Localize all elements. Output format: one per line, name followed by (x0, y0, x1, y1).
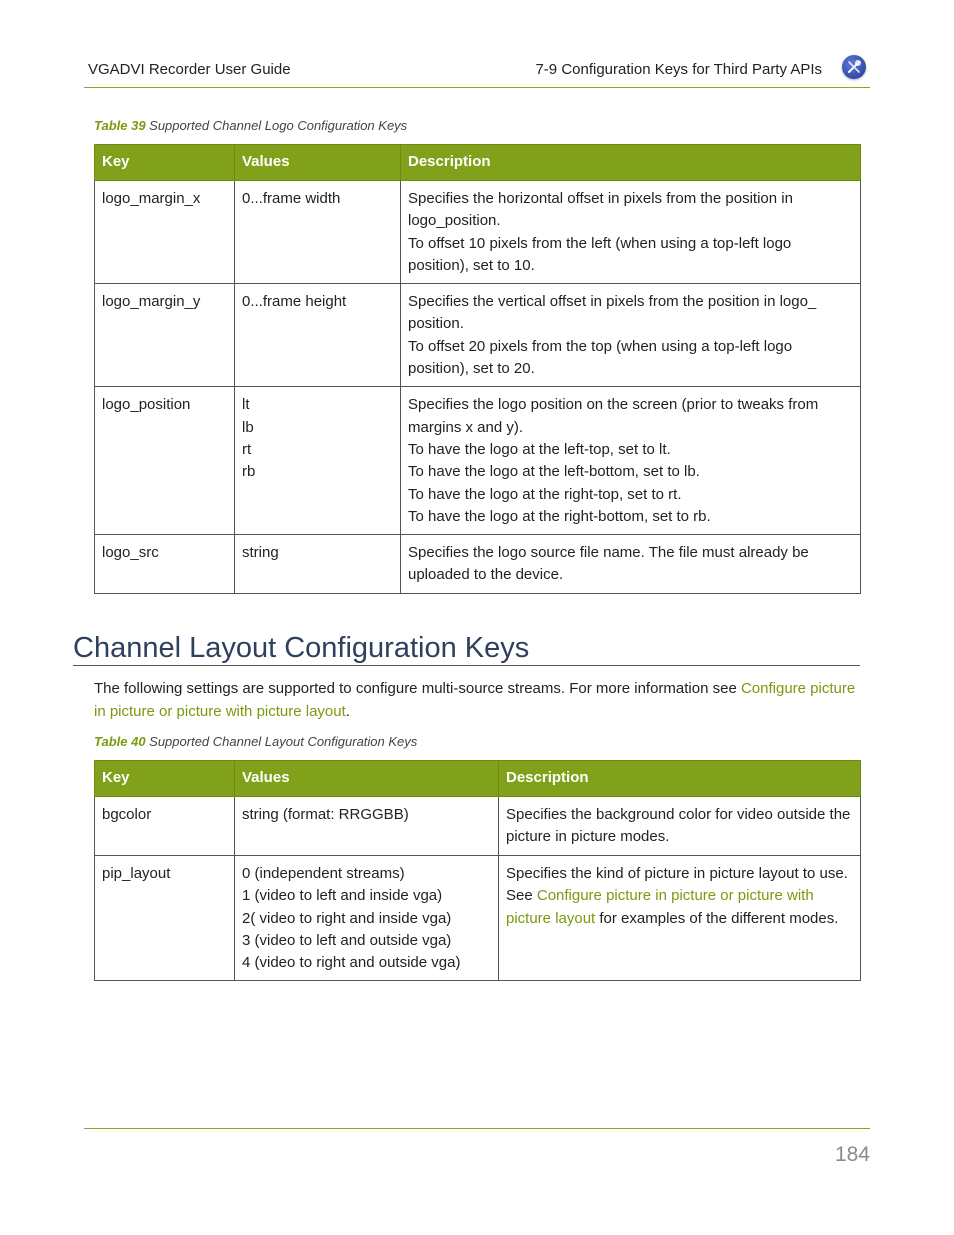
header-values: Values (235, 761, 499, 797)
cell-key: logo_position (95, 387, 235, 535)
description-line: Specifies the horizontal offset in pixels from the position in (408, 190, 793, 207)
header-description: Description (401, 145, 861, 181)
table-row (95, 387, 861, 535)
value-line: 1 (video to left and inside vga) (242, 887, 443, 905)
help-tools-icon[interactable] (842, 55, 866, 79)
value-line: 0...frame height (242, 293, 347, 311)
table-39-number: Table 39 (94, 118, 146, 133)
description-line: Specifies the logo position on the screen (prior to tweaks from (408, 396, 819, 414)
layout-config-table (94, 760, 861, 981)
intro-text: The following settings are supported to configure multi-source streams. For more information see (94, 680, 741, 697)
value-line: 0 (independent streams) (242, 865, 405, 882)
value-line: 0...frame width (242, 190, 341, 207)
description-line: To have the logo at the left-top, set to lt. (408, 440, 671, 458)
cell-key: logo_margin_y (95, 284, 235, 387)
logo-config-table (94, 144, 861, 594)
description-line: logo_position. (408, 212, 501, 230)
cell-key: logo_margin_x (95, 181, 235, 284)
table-header-row (95, 761, 861, 797)
table-row (95, 284, 861, 387)
header-values: Values (235, 145, 401, 181)
cell-description (401, 387, 861, 535)
cell-values (235, 181, 401, 284)
table-40-caption-text: Supported Channel Layout Configuration Keys (145, 734, 418, 749)
cell-key: bgcolor (95, 797, 235, 856)
document-title: VGADVI Recorder User Guide (88, 61, 291, 78)
footer-divider (84, 1128, 870, 1129)
cell-values (235, 535, 401, 594)
value-line: string (242, 544, 279, 562)
cell-key: logo_src (95, 535, 235, 594)
cell-description (401, 535, 861, 594)
value-line: rb (242, 463, 256, 481)
table-row (95, 856, 861, 981)
chapter-title: 7-9 Configuration Keys for Third Party APIs (535, 61, 822, 78)
intro-paragraph (94, 677, 864, 723)
value-line: rt (242, 440, 252, 458)
cell-key: pip_layout (95, 856, 235, 981)
intro-link[interactable]: Configure picture in picture or picture with picture layout (94, 680, 856, 720)
cell-description: Specifies the background color for video outside the picture in picture modes. (499, 797, 861, 856)
page-header (84, 54, 870, 88)
section-heading: Channel Layout Configuration Keys (73, 628, 860, 666)
cell-description (499, 856, 861, 981)
header-description: Description (499, 761, 861, 797)
description-line: position), set to 20. (408, 360, 535, 378)
cell-values (235, 387, 401, 535)
value-line: lb (242, 418, 254, 436)
value-line: lt (242, 396, 250, 414)
value-line: string (format: RRGGBB) (242, 806, 409, 823)
cell-values (235, 284, 401, 387)
value-line: 3 (video to left and outside vga) (242, 931, 452, 949)
table-row (95, 797, 861, 856)
table-row (95, 181, 861, 284)
description-line: To have the logo at the left-bottom, set to lb. (408, 463, 700, 481)
table-39-caption (94, 118, 407, 133)
description-line: margins x and y). (408, 418, 524, 436)
table-39-caption-text: Supported Channel Logo Configuration Keys (145, 118, 408, 133)
description-line: uploaded to the device. (408, 566, 564, 584)
description-line: To have the logo at the right-top, set to rt. (408, 485, 682, 503)
cell-values (235, 856, 499, 981)
cell-description (401, 284, 861, 387)
table-header-row (95, 145, 861, 181)
description-line: To have the logo at the right-bottom, set to rb. (408, 507, 711, 525)
header-key: Key (95, 761, 235, 797)
description-line: To offset 10 pixels from the left (when using a top-left logo (408, 234, 792, 252)
description-link[interactable]: Configure picture in picture or picture with picture layout (506, 887, 814, 927)
description-line: Specifies the logo source file name. The file must already be (408, 544, 809, 562)
table-40-caption (94, 734, 417, 749)
value-line: 4 (video to right and outside vga) (242, 954, 461, 972)
description-line: position), set to 10. (408, 256, 535, 274)
page-number: 184 (834, 1143, 870, 1166)
description-line: Specifies the vertical offset in pixels from the position in logo_ (408, 293, 817, 311)
description-line: To offset 20 pixels from the top (when using a top-left logo (408, 337, 793, 355)
cell-description (401, 181, 861, 284)
intro-end: . (345, 703, 350, 720)
value-line: 2( video to right and inside vga) (242, 909, 452, 927)
cell-values (235, 797, 499, 856)
description-line: position. (408, 315, 464, 333)
table-row (95, 535, 861, 594)
table-40-number: Table 40 (94, 734, 146, 749)
description-text: Specifies the kind of picture in picture layout to use. See (506, 865, 848, 905)
header-key: Key (95, 145, 235, 181)
description-text: for examples of the different modes. (595, 909, 839, 927)
